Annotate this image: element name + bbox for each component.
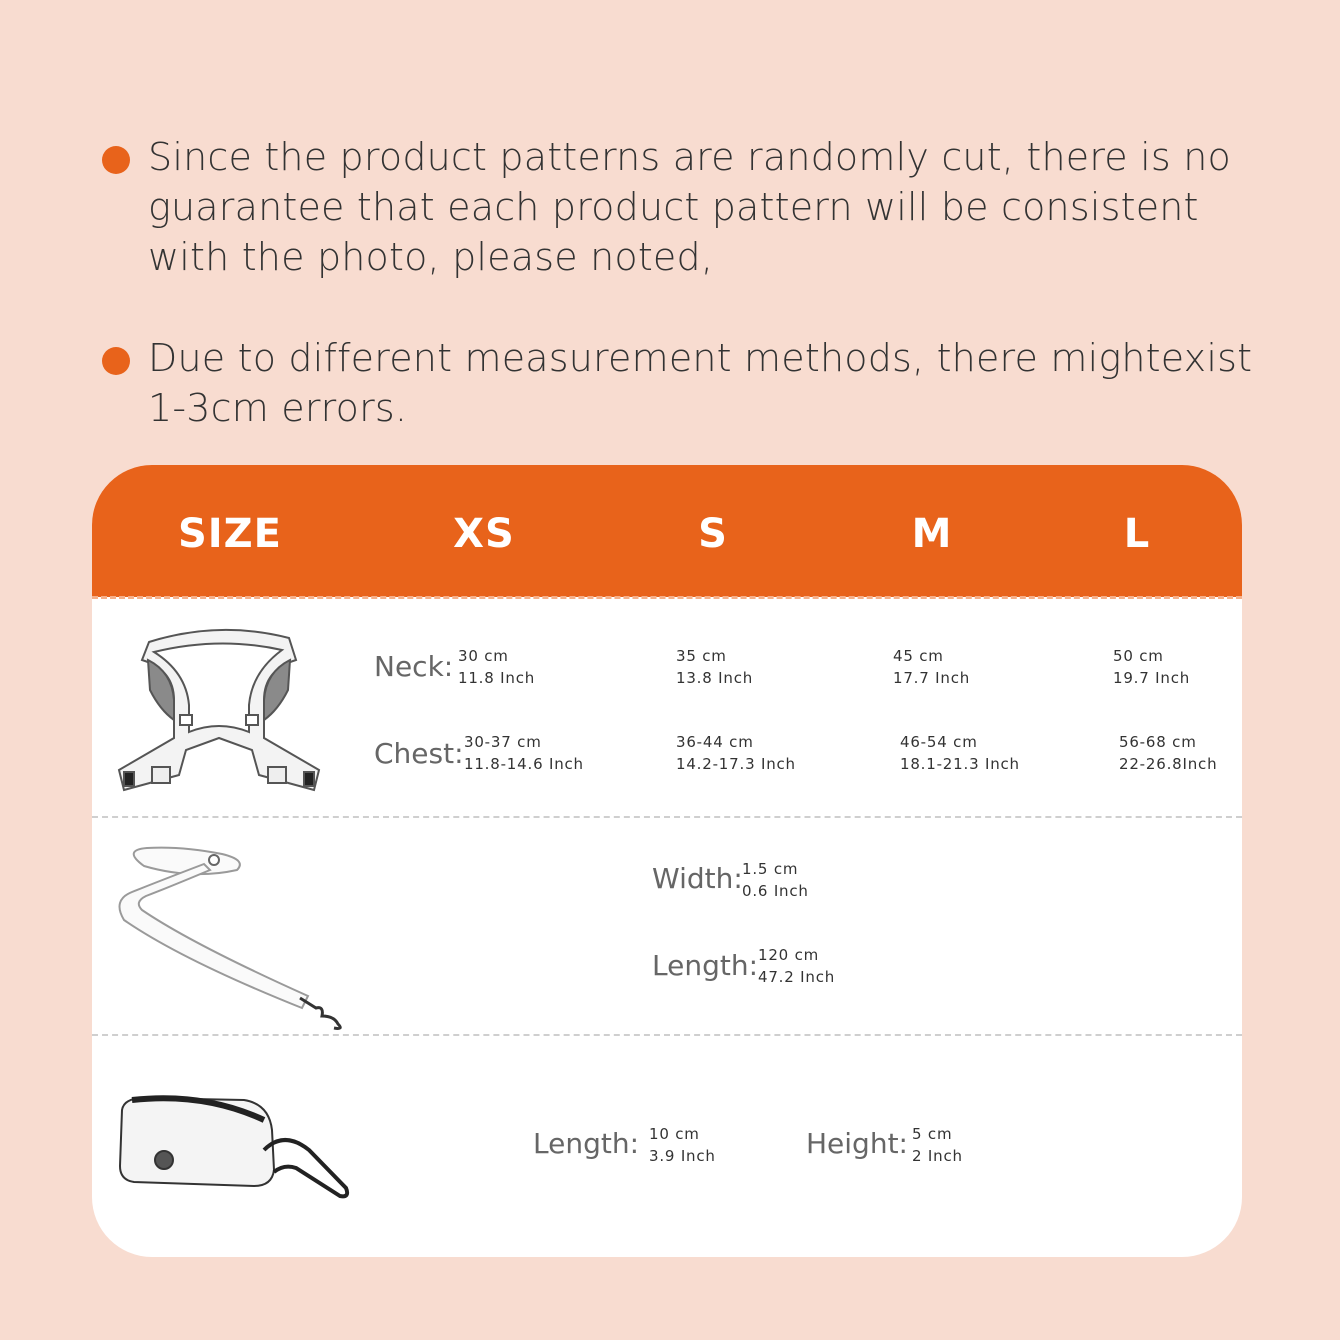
value-cm: 30 cm [458, 647, 509, 665]
neck-label: Neck: [374, 650, 454, 683]
note-line: Since the product patterns are randomly cut, there is no [148, 135, 1231, 179]
harness-icon [114, 620, 324, 795]
value-inch: 47.2 Inch [758, 968, 836, 986]
neck-m [893, 645, 970, 689]
bag-height-value [912, 1123, 963, 1167]
bullet-dot-icon [102, 347, 130, 375]
header-size: SIZE [177, 511, 283, 557]
bag-height-label: Height: [806, 1127, 908, 1160]
note-text [148, 333, 1252, 433]
neck-l [1113, 645, 1190, 689]
row-divider [92, 816, 1242, 818]
note-line: Due to different measurement methods, there mightexist [148, 336, 1253, 380]
header-m: M [911, 511, 953, 557]
value-cm: 46-54 cm [900, 733, 978, 751]
value-cm: 45 cm [893, 647, 944, 665]
neck-s [676, 645, 753, 689]
note-line: with the photo, please noted, [148, 235, 714, 279]
value-inch: 22-26.8Inch [1119, 755, 1218, 773]
value-cm: 36-44 cm [676, 733, 754, 751]
note-line: 1-3cm errors. [148, 386, 408, 430]
neck-xs [458, 645, 535, 689]
leash-icon [112, 840, 352, 1030]
value-inch: 11.8 Inch [458, 669, 536, 687]
note-text [148, 132, 1231, 282]
leash-width-label: Width: [652, 862, 743, 895]
header-l: L [1123, 511, 1151, 557]
size-chart-header [92, 465, 1242, 597]
bag-length-label: Length: [533, 1127, 640, 1160]
size-chart-card [92, 465, 1242, 1257]
value-inch: 2 Inch [912, 1147, 963, 1165]
value-cm: 10 cm [649, 1125, 700, 1143]
leash-length-label: Length: [652, 949, 759, 982]
value-inch: 18.1-21.3 Inch [900, 755, 1020, 773]
value-cm: 50 cm [1113, 647, 1164, 665]
value-inch: 14.2-17.3 Inch [676, 755, 796, 773]
bag-holder-icon [114, 1090, 354, 1205]
chest-m [900, 731, 1020, 775]
value-cm: 5 cm [912, 1125, 953, 1143]
note-line: guarantee that each product pattern will be consistent [148, 185, 1199, 229]
value-cm: 1.5 cm [742, 860, 799, 878]
row-divider [92, 1034, 1242, 1036]
bag-length-value [649, 1123, 716, 1167]
header-xs: XS [453, 511, 515, 557]
value-inch: 3.9 Inch [649, 1147, 716, 1165]
chest-xs [464, 731, 584, 775]
leash-length-value [758, 944, 835, 988]
header-divider [92, 596, 1242, 599]
chest-s [676, 731, 796, 775]
chest-label: Chest: [374, 737, 464, 770]
value-inch: 19.7 Inch [1113, 669, 1191, 687]
chest-l [1119, 731, 1217, 775]
value-cm: 120 cm [758, 946, 820, 964]
value-cm: 30-37 cm [464, 733, 542, 751]
value-cm: 56-68 cm [1119, 733, 1197, 751]
leash-width-value [742, 858, 809, 902]
value-cm: 35 cm [676, 647, 727, 665]
bullet-dot-icon [102, 146, 130, 174]
value-inch: 17.7 Inch [893, 669, 971, 687]
value-inch: 0.6 Inch [742, 882, 809, 900]
header-s: S [698, 511, 728, 557]
value-inch: 13.8 Inch [676, 669, 754, 687]
value-inch: 11.8-14.6 Inch [464, 755, 584, 773]
